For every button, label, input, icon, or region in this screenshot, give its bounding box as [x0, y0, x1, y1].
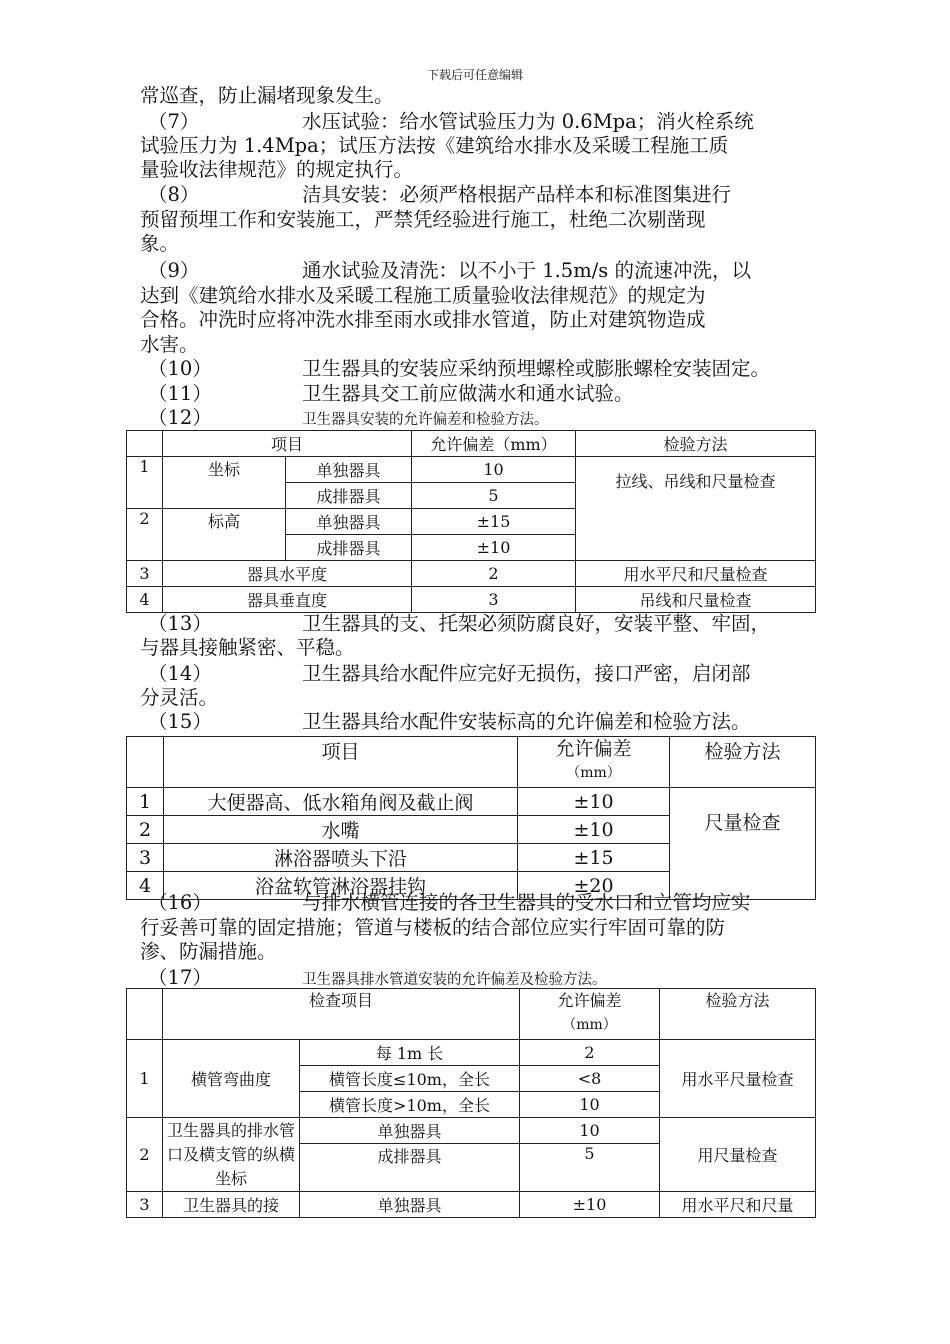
item-number: （13） — [148, 612, 212, 635]
text-line: 分灵活。 — [140, 686, 219, 709]
item-number: （15） — [148, 710, 212, 733]
text-line: 洁具安装：必须严格根据产品样本和标准图集进行 — [302, 183, 732, 206]
text-line: 预留预埋工作和安装施工，严禁凭经验进行施工，杜绝二次剔凿现 — [140, 208, 706, 231]
sub-item-cell: 横管长度>10m，全长 — [300, 1092, 520, 1118]
category-cell: 卫生器具的接 — [163, 1192, 300, 1218]
page-header: 下载后可任意编辑 — [426, 68, 523, 82]
item-number: （7） — [148, 110, 200, 133]
value-cell: 2 — [520, 1040, 660, 1066]
item-number: （14） — [148, 662, 212, 685]
item-number: （12） — [148, 406, 212, 429]
value-cell: 5 — [412, 483, 576, 509]
method-cell: 吊线和尺量检查 — [576, 587, 816, 613]
row-number: 1 — [127, 1040, 163, 1118]
sub-item-cell: 成排器具 — [286, 483, 412, 509]
method-cell: 用尺量检查 — [660, 1118, 816, 1192]
col-header-method: 检验方法 — [660, 989, 816, 1040]
item-number: （10） — [148, 357, 212, 380]
row-number: 2 — [127, 816, 164, 844]
sub-item-cell: 单独器具 — [286, 457, 412, 483]
row-number: 3 — [127, 1192, 163, 1218]
text-line: 卫生器具交工前应做满水和通水试验。 — [302, 382, 634, 405]
sub-item-cell: 单独器具 — [286, 509, 412, 535]
table-caption: 卫生器具排水管道安装的允许偏差及检验方法。 — [302, 972, 607, 988]
item-cell: 水嘴 — [164, 816, 518, 844]
value-cell: 10 — [412, 457, 576, 483]
text-line: 达到《建筑给水排水及采暖工程施工质量验收法律规范》的规定为 — [140, 284, 706, 307]
text-line: 合格。冲洗时应将冲洗水排至雨水或排水管道，防止对建筑物造成 — [140, 308, 706, 331]
row-number: 2 — [127, 509, 163, 561]
col-header-unit: （mm） — [562, 1017, 617, 1033]
col-header-item: 项目 — [163, 431, 412, 457]
value-cell: ±20 — [518, 872, 670, 900]
value-cell: ±10 — [520, 1192, 660, 1218]
value-cell: 2 — [412, 561, 576, 587]
method-cell: 用水平尺量检查 — [660, 1040, 816, 1118]
category-cell: 横管弯曲度 — [163, 1040, 300, 1118]
text-line: 卫生器具给水配件应完好无损伤，接口严密，启闭部 — [302, 662, 751, 685]
method-cell: 拉线、吊线和尺量检查 — [576, 457, 816, 561]
tolerance-table-fixtures — [126, 430, 816, 613]
tolerance-table-fittings — [126, 736, 816, 900]
value-cell: ±10 — [412, 535, 576, 561]
text-line: 象。 — [140, 232, 180, 255]
method-cell: 尺量检查 — [670, 788, 816, 900]
value-cell: ±15 — [412, 509, 576, 535]
text-line: 常巡查，防止漏堵现象发生。 — [140, 84, 394, 107]
item-cell: 器具垂直度 — [163, 587, 412, 613]
col-header-deviation: 允许偏差（mm） — [412, 431, 576, 457]
method-cell: 用水平尺和尺量 — [660, 1192, 816, 1218]
text-line: 水压试验：给水管试验压力为 0.6Mpa；消火栓系统 — [302, 110, 754, 133]
col-header-deviation: 允许偏差 — [557, 991, 622, 1010]
col-header-method: 检验方法 — [576, 431, 816, 457]
text-line: 通水试验及清洗：以不小于 1.5m/s 的流速冲洗，以 — [302, 259, 751, 282]
text-line: 与排水横管连接的各卫生器具的受水口和立管均应实 — [302, 891, 751, 914]
row-number: 3 — [127, 561, 163, 587]
row-number: 1 — [127, 457, 163, 509]
col-header-item: 项目 — [164, 737, 518, 788]
table-caption: 卫生器具安装的允许偏差和检验方法。 — [302, 412, 549, 428]
sub-item-cell: 每 1m 长 — [300, 1040, 520, 1066]
item-cell: 淋浴器喷头下沿 — [164, 844, 518, 872]
category-cell: 标高 — [163, 509, 286, 561]
item-number: （9） — [148, 259, 200, 282]
category-cell: 坐标 — [163, 457, 286, 509]
text-line: 量验收法律规范》的规定执行。 — [140, 158, 414, 181]
category-cell: 卫生器具的排水管口及横支管的纵横坐标 — [163, 1118, 300, 1192]
sub-item-cell: 横管长度≤10m，全长 — [300, 1066, 520, 1092]
item-cell: 大便器高、低水箱角阀及截止阀 — [164, 788, 518, 816]
text-line: 与器具接触紧密、平稳。 — [140, 636, 355, 659]
row-number: 1 — [127, 788, 164, 816]
row-number: 4 — [127, 587, 163, 613]
value-cell: ±15 — [518, 844, 670, 872]
sub-item-cell: 成排器具 — [300, 1144, 520, 1192]
col-header-method: 检验方法 — [670, 737, 816, 788]
item-number: （17） — [148, 966, 212, 989]
text-line: 渗、防漏措施。 — [140, 940, 277, 963]
item-number: （8） — [148, 183, 200, 206]
value-cell: <8 — [520, 1066, 660, 1092]
col-header-unit: （mm） — [566, 765, 621, 781]
row-number: 4 — [127, 872, 164, 900]
sub-item-cell: 单独器具 — [300, 1192, 520, 1218]
col-header-item: 检查项目 — [163, 989, 520, 1040]
col-header-deviation: 允许偏差 — [555, 738, 632, 760]
item-cell: 浴盆软管淋浴器挂钩 — [164, 872, 518, 900]
value-cell: 5 — [520, 1144, 660, 1192]
item-number: （16） — [148, 891, 212, 914]
value-cell: 3 — [412, 587, 576, 613]
row-number: 3 — [127, 844, 164, 872]
tolerance-table-drainage — [126, 988, 816, 1218]
text-line: 卫生器具的安装应采纳预埋螺栓或膨胀螺栓安装固定。 — [302, 357, 771, 380]
value-cell: ±10 — [518, 816, 670, 844]
item-number: （11） — [148, 382, 212, 405]
method-cell: 用水平尺和尺量检查 — [576, 561, 816, 587]
sub-item-cell: 单独器具 — [300, 1118, 520, 1144]
item-cell: 器具水平度 — [163, 561, 412, 587]
value-cell: ±10 — [518, 788, 670, 816]
row-number: 2 — [127, 1118, 163, 1192]
text-line: 卫生器具的支、托架必须防腐良好，安装平整、牢固， — [302, 612, 771, 635]
sub-item-cell: 成排器具 — [286, 535, 412, 561]
text-line: 行妥善可靠的固定措施；管道与楼板的结合部位应实行牢固可靠的防 — [140, 916, 726, 939]
text-line: 水害。 — [140, 333, 199, 356]
value-cell: 10 — [520, 1118, 660, 1144]
text-line: 卫生器具给水配件安装标高的允许偏差和检验方法。 — [302, 710, 751, 733]
value-cell: 10 — [520, 1092, 660, 1118]
text-line: 试验压力为 1.4Mpa；试压方法按《建筑给水排水及采暖工程施工质 — [140, 134, 729, 157]
